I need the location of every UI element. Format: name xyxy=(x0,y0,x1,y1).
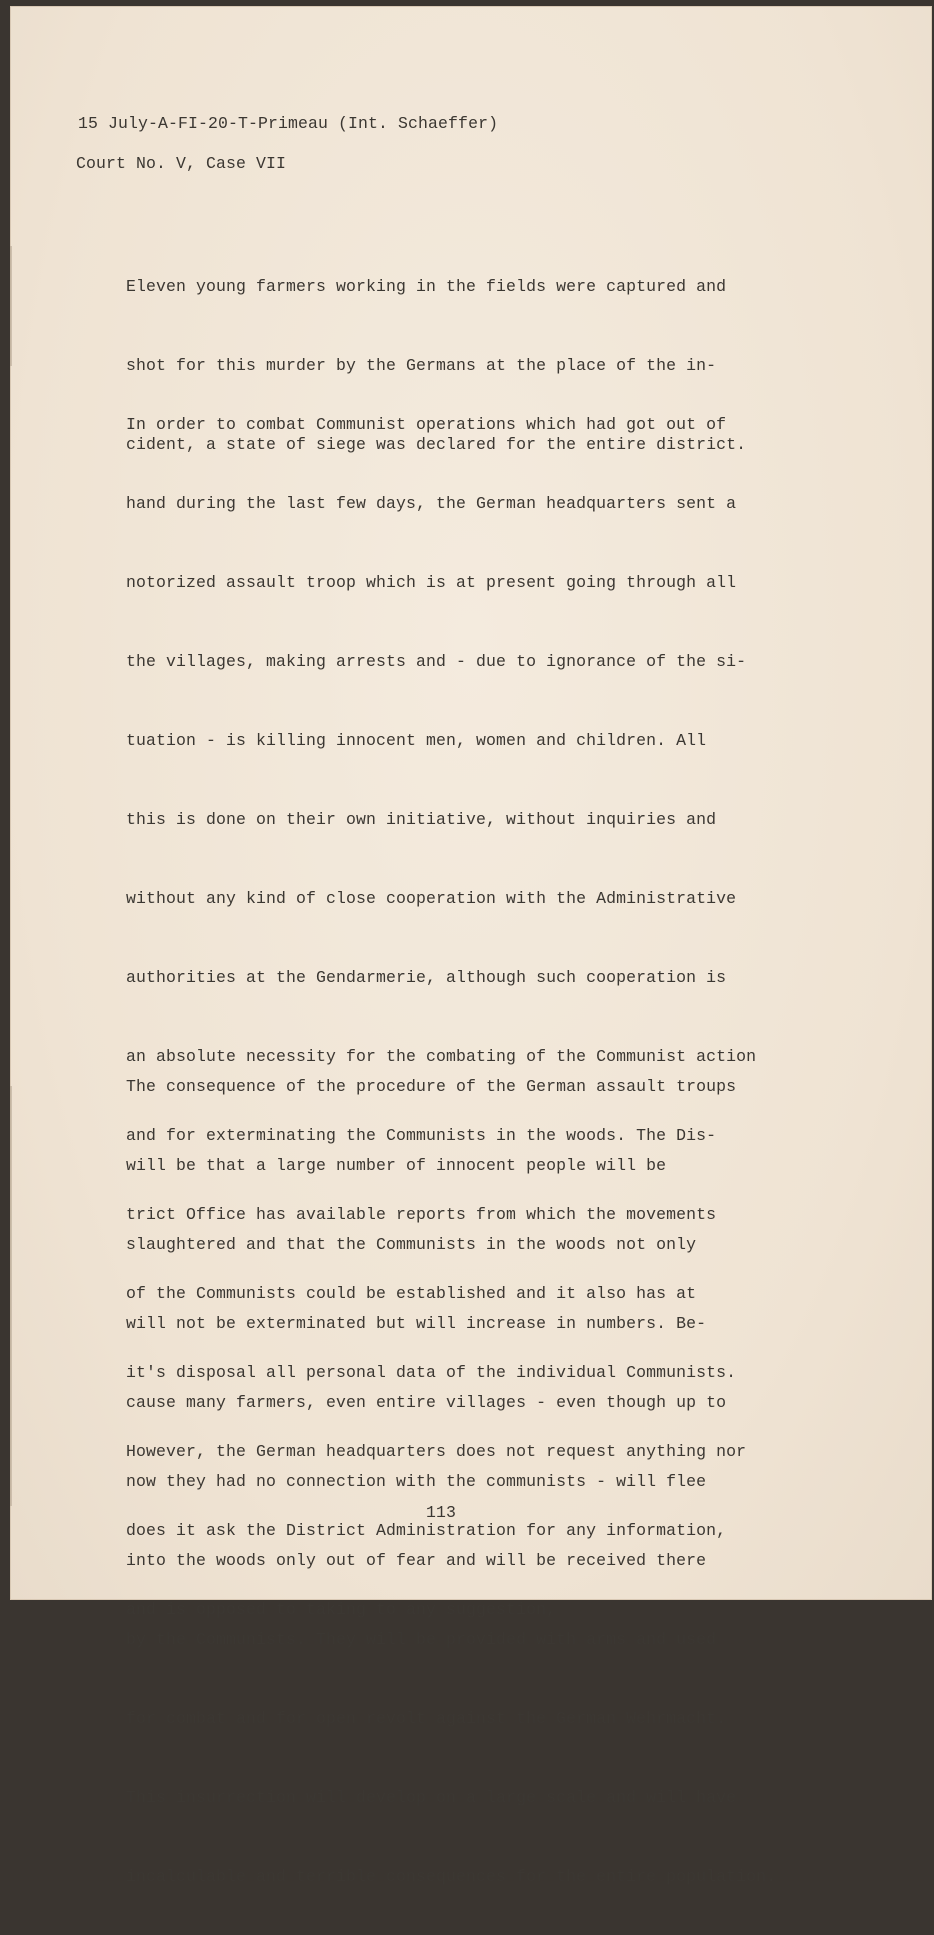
text-line: slaughtered and that the Communists in the woods not only xyxy=(126,1235,697,1254)
text-line: this is done on their own initiative, without inquiries and xyxy=(126,810,717,829)
text-line: an absolute necessity for the combating of the Communist action xyxy=(126,1047,757,1066)
text-line: and is opposed to taking to any suggestion, xyxy=(126,1600,557,1619)
text-line: and for exterminating the Communists in the woods. The Dis- xyxy=(126,1126,717,1145)
text-line: cident, a state of siege was declared for the entire district. xyxy=(126,435,747,454)
text-line: cause many farmers, even entire villages - even though up to xyxy=(126,1393,727,1412)
text-line: by the Communists. They will be provided with arms and used xyxy=(126,1630,717,1649)
text-line: tuation - is killing innocent men, women and children. All xyxy=(126,731,707,750)
text-line: In order to combat Communist operations which had got out of xyxy=(126,415,727,434)
text-line: The consequence of the procedure of the German assault troups xyxy=(126,1077,737,1096)
text-line: However, the German headquarters does not request anything nor xyxy=(126,1442,747,1461)
text-line: for combat and for open revolt against the German Wehrmacht. xyxy=(126,1709,727,1728)
text-line: now they had no connection with the communists - will flee xyxy=(126,1472,707,1491)
text-line: will be that a large number of innocent people will be xyxy=(126,1156,667,1175)
left-edge-mark xyxy=(10,1086,12,1506)
text-line: incalculable and terrible consequences for the entire population. xyxy=(126,1867,777,1886)
text-line: Eleven young farmers working in the fields were captured and xyxy=(126,277,727,296)
paragraph-3 xyxy=(126,1028,776,1935)
left-edge-mark xyxy=(10,246,12,366)
text-line: will not be exterminated but will increase in numbers. Be- xyxy=(126,1314,707,1333)
text-line: hand during the last few days, the German headquarters sent a xyxy=(126,494,737,513)
text-line: of the Communists could be established and it also has at xyxy=(126,1284,697,1303)
text-line: without any kind of close cooperation with the Administrative xyxy=(126,889,737,908)
header-court: Court No. V, Case VII xyxy=(76,154,287,173)
text-line: does it ask the District Administration for any information, xyxy=(126,1521,727,1540)
text-line: This insurrection will develop on a large scale and will have xyxy=(126,1788,737,1807)
text-line: shot for this murder by the Germans at the place of the in- xyxy=(126,356,717,375)
text-line: into the woods only out of fear and will be received there xyxy=(126,1551,707,1570)
text-line: authorities at the Gendarmerie, although such cooperation is xyxy=(126,968,727,987)
document-page xyxy=(10,6,932,1886)
text-line: the villages, making arrests and - due to ignorance of the si- xyxy=(126,652,747,671)
text-line: trict Office has available reports from which the movements xyxy=(126,1205,717,1224)
page-number: 113 xyxy=(426,1503,457,1522)
header-reference: 15 July-A-FI-20-T-Primeau (Int. Schaeffer) xyxy=(78,114,499,133)
text-line: notorized assault troop which is at present going through all xyxy=(126,573,737,592)
text-line: it's disposal all personal data of the individual Communists. xyxy=(126,1363,737,1382)
